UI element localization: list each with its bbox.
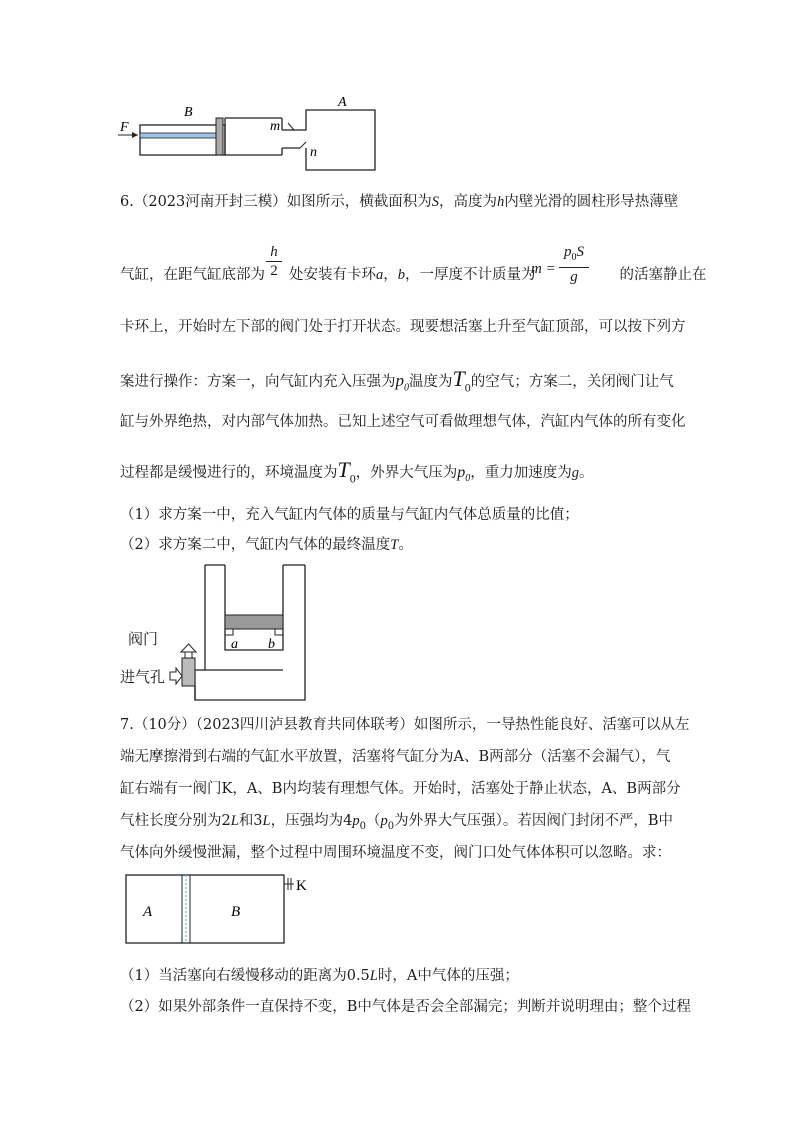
label-m: m	[270, 119, 281, 134]
q6-line-1: 6.（2023河南开封三模）如图所示，横截面积为S，高度为h内壁光滑的圆柱形导热薄壁	[120, 194, 679, 210]
label-b: b	[268, 637, 275, 652]
label-B: B	[231, 904, 241, 920]
q6-line-3: 卡环上，开始时左下部的阀门处于打开状态。现要想活塞上升至气缸顶部，可以按下列方	[120, 319, 686, 335]
label-valve: 阀门	[128, 631, 159, 648]
label-B: B	[184, 105, 193, 120]
label-K: K	[296, 878, 307, 894]
q6-line-4: 案进行操作：方案一，向气缸内充入压强为$p_0$温度为$T_0$的空气；方案二，关闭阀门让气	[120, 366, 674, 395]
figure-cylinder-piston	[110, 90, 390, 175]
label-A: A	[143, 904, 153, 920]
label-a: a	[231, 637, 238, 652]
q7-line-4: 气柱长度分别为2L和3L，压强均为$4p_0(p_0$为外界大气压强）。若因阀门封闭不严，B中	[120, 813, 674, 832]
q7-sub-1: （1）当活塞向右缓慢移动的距离为0.5L时，A中气体的压强；	[120, 968, 519, 984]
q7-line-2: 端无摩擦滑到右端的气缸水平放置，活塞将气缸分为A、B两部分（活塞不会漏气），气	[120, 749, 671, 765]
q7-sub-2: （2）如果外部条件一直保持不变，B中气体是否会全部漏完；判断并说明理由；整个过程	[120, 999, 691, 1015]
label-F: F	[120, 120, 129, 135]
q6-line-6: 过程都是缓慢进行的，环境温度为$T_0$，外界大气压为$p_0$，重力加速度为g。	[120, 457, 594, 486]
q7-line-5: 气体向外缓慢泄漏，整个过程中周围环境温度不变，阀门口处气体体积可以忽略。求：	[120, 845, 671, 861]
q6-sub-2: （2）求方案二中，气缸内气体的最终温度T。	[120, 537, 413, 553]
fraction-h-over-2: h 2	[266, 243, 282, 280]
q6-sub-1: （1）求方案一中，充入气缸内气体的质量与气缸内气体总质量的比值；	[120, 507, 579, 523]
figure-horizontal-cylinder	[120, 870, 320, 950]
label-A: A	[338, 95, 347, 110]
label-n: n	[310, 145, 317, 160]
q7-line-3: 缸右端有一阀门K，A、B内均装有理想气体。开始时，活塞处于静止状态，A、B两部分	[120, 781, 681, 797]
label-inlet: 进气孔	[120, 669, 166, 686]
q7-line-1: 7.（10分）（2023四川泸县教育共同体联考）如图所示，一导热性能良好、活塞可以从左	[120, 717, 690, 733]
q6-line-2: 气缸，在距气缸底部为 处安装有卡环a，b，一厚度不计质量为 的活塞静止在	[120, 267, 707, 283]
q6-line-5: 缸与外界绝热，对内部气体加热。已知上述空气可看做理想气体，汽缸内气体的所有变化	[120, 414, 686, 430]
